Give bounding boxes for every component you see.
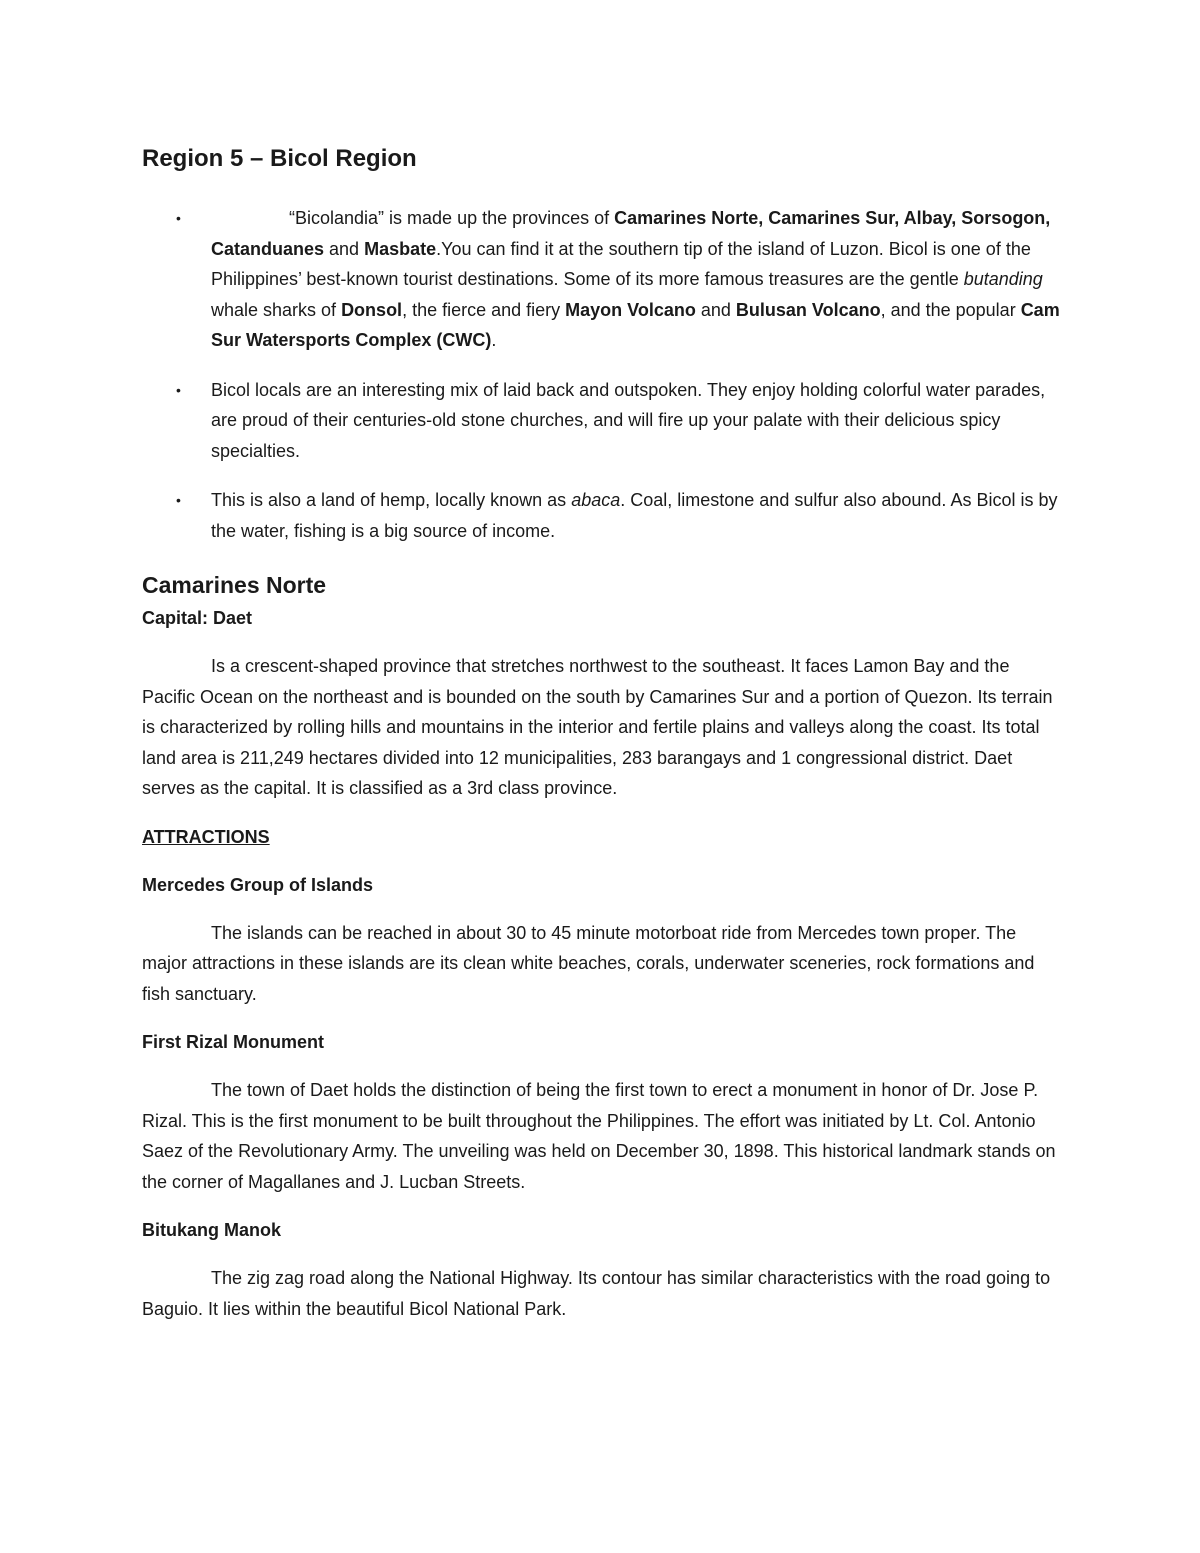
text-run: .You can find it at the southern tip of the island of Luzon. Bicol is one of the Philippines’ best-known tourist destinations. Some of its more famous treasures are the gentle	[211, 238, 1031, 289]
text-run: Bicol locals are an interesting mix of laid back and outspoken. They enjoy holding colorful water parades, are proud of their centuries-old stone churches, and will fire up your palate with their delicious spicy specialties.	[211, 379, 1046, 461]
text-run: Mayon Volcano	[565, 299, 696, 320]
text-run: and	[695, 299, 736, 320]
attraction-description	[142, 1263, 1062, 1324]
attraction-description-text: The town of Daet holds the distinction of being the first town to erect a monument in honor of Dr. Jose P. Rizal. This is the first monument to be built throughout the Philippines. The effort was initiated by Lt. Col. Antonio Saez of the Revolutionary Army. The unveiling was held on December 30, 1898. This historical landmark stands on the corner of Magallanes and J. Lucban Streets.	[142, 1080, 1056, 1192]
bullet-icon: •	[176, 492, 181, 508]
bullet-icon: •	[176, 210, 181, 226]
text-run: , and the popular	[880, 299, 1021, 320]
text-run: Camarines Norte, Camarines Sur, Albay, Sorsogon, Catanduanes	[211, 208, 1051, 259]
attraction-description	[142, 918, 1062, 1010]
text-run: Donsol	[341, 299, 403, 320]
province-description-text: Is a crescent-shaped province that stretches northwest to the southeast. It faces Lamon Bay and the Pacific Ocean on the northeast and is bounded on the south by Camarines Sur and a portion of Quezon. Its terrain is characterized by rolling hills and mountains in the interior and fertile plains and valleys along the coast. Its total land area is 211,249 hectares divided into 12 municipalities, 283 barangays and 1 congressional district. Daet serves as the capital. It is classified as a 3rd class province.	[142, 656, 1053, 798]
attraction-description-text: The zig zag road along the National Highway. Its contour has similar characteristics with the road going to Baguio. It lies within the beautiful Bicol National Park.	[142, 1268, 1051, 1319]
attraction-description	[142, 1075, 1062, 1197]
document-title: Region 5 – Bicol Region	[142, 145, 417, 172]
text-run: , the fierce and fiery	[402, 299, 566, 320]
text-run: and	[324, 238, 365, 259]
bullet-item	[142, 485, 1062, 546]
text-run: abaca	[571, 490, 621, 510]
text-run: This is also a land of hemp, locally known as	[211, 490, 572, 510]
text-run: “Bicolandia” is made up the provinces of	[289, 208, 615, 228]
text-run: Bulusan Volcano	[735, 299, 881, 320]
attraction-name: First Rizal Monument	[142, 1032, 325, 1052]
bullet-icon: •	[176, 381, 181, 398]
document-content	[142, 143, 1062, 1344]
text-run: .	[491, 330, 497, 350]
bullet-item	[142, 203, 1062, 356]
attraction-name: Mercedes Group of Islands	[142, 874, 374, 895]
attraction-name: Bitukang Manok	[142, 1220, 282, 1240]
text-run: Masbate	[364, 238, 437, 259]
attractions-heading: ATTRACTIONS	[142, 826, 270, 847]
bullet-text	[211, 208, 1060, 350]
bullet-item	[142, 375, 1062, 467]
bullet-list	[142, 203, 1062, 546]
text-run: . Coal, limestone and sulfur also abound. As Bicol is by the water, fishing is a big source of income.	[211, 490, 1058, 541]
attraction-description-text: The islands can be reached in about 30 to 45 minute motorboat ride from Mercedes town proper. The major attractions in these islands are its clean white beaches, corals, underwater sceneries, rock formations and fish sanctuary.	[142, 922, 1035, 1004]
text-run: butanding	[963, 269, 1043, 289]
section-title: Camarines Norte	[142, 572, 327, 598]
text-run: whale sharks of	[211, 299, 342, 320]
bullet-text	[211, 380, 1045, 461]
capital-label: Capital: Daet	[142, 608, 253, 628]
province-description	[142, 651, 1062, 804]
text-run: Cam Sur Watersports Complex (CWC)	[211, 299, 1060, 350]
bullet-text	[211, 490, 1057, 541]
